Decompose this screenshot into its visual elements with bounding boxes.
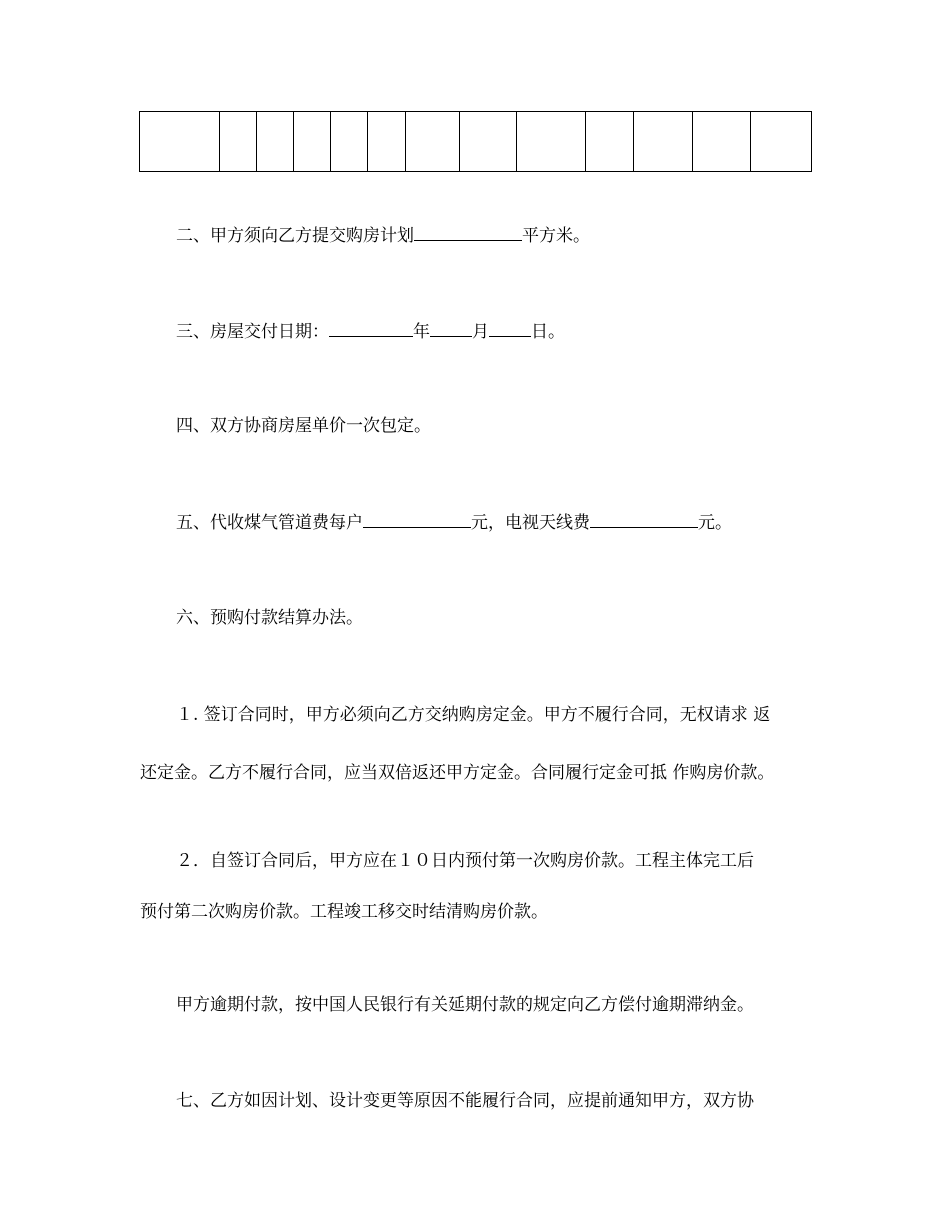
late-payment-clause: 甲方逾期付款，按中国人民银行有关延期付款的规定向乙方偿付逾期滞纳金。: [176, 995, 754, 1015]
clause-3: [0, 319, 950, 344]
year-label: 年: [413, 322, 430, 342]
table-cell: [257, 112, 294, 172]
month-label: 月: [472, 322, 489, 342]
clause-5-unit: 元。: [698, 513, 732, 533]
table-cell: [751, 112, 812, 172]
clause-6-2-line1: ２．自签订合同后，甲方应在１０日内预付第一次购房价款。工程主体完工后: [176, 851, 754, 871]
clause-6-1-line1: １. 签订合同时，甲方必须向乙方交纳购房定金。甲方不履行合同，无权请求 返: [176, 705, 771, 725]
table-cell: [406, 112, 460, 172]
clause-6-2-line2: 预付第二次购房价款。工程竣工移交时结清购房价款。: [140, 902, 548, 922]
table-cell: [331, 112, 368, 172]
day-label: 日。: [531, 322, 565, 342]
table-cell: [634, 112, 693, 172]
clause-2-unit: 平方米。: [522, 226, 590, 246]
clause-7: 七、乙方如因计划、设计变更等原因不能履行合同，应提前通知甲方，双方协: [176, 1091, 754, 1111]
clause-4: 四、双方协商房屋单价一次包定。: [176, 416, 431, 436]
table-cell: [368, 112, 406, 172]
table-cell: [294, 112, 331, 172]
table-cell: [140, 112, 220, 172]
table-row: [140, 112, 812, 172]
clause-2: [0, 223, 950, 248]
clause-3-text: 三、房屋交付日期：: [176, 322, 329, 342]
table-cell: [220, 112, 257, 172]
year-blank: [329, 319, 413, 337]
clause-6: 六、预购付款结算办法。: [176, 608, 363, 628]
antenna-fee-blank: [590, 510, 698, 528]
gas-fee-blank: [363, 510, 471, 528]
clause-2-text: 二、甲方须向乙方提交购房计划: [176, 226, 414, 246]
table-cell: [586, 112, 634, 172]
month-blank: [430, 319, 472, 337]
clause-6-1-line2: 还定金。乙方不履行合同，应当双倍返还甲方定金。合同履行定金可抵 作购房价款。: [140, 763, 775, 783]
day-blank: [489, 319, 531, 337]
table-cell: [693, 112, 751, 172]
area-blank: [414, 223, 522, 241]
clause-5: [0, 510, 950, 535]
clause-5-text: 五、代收煤气管道费每户: [176, 513, 363, 533]
table-cell: [517, 112, 586, 172]
table-cell: [460, 112, 517, 172]
clause-5-mid: 元，电视天线费: [471, 513, 590, 533]
blank-grid-table: [139, 111, 812, 172]
